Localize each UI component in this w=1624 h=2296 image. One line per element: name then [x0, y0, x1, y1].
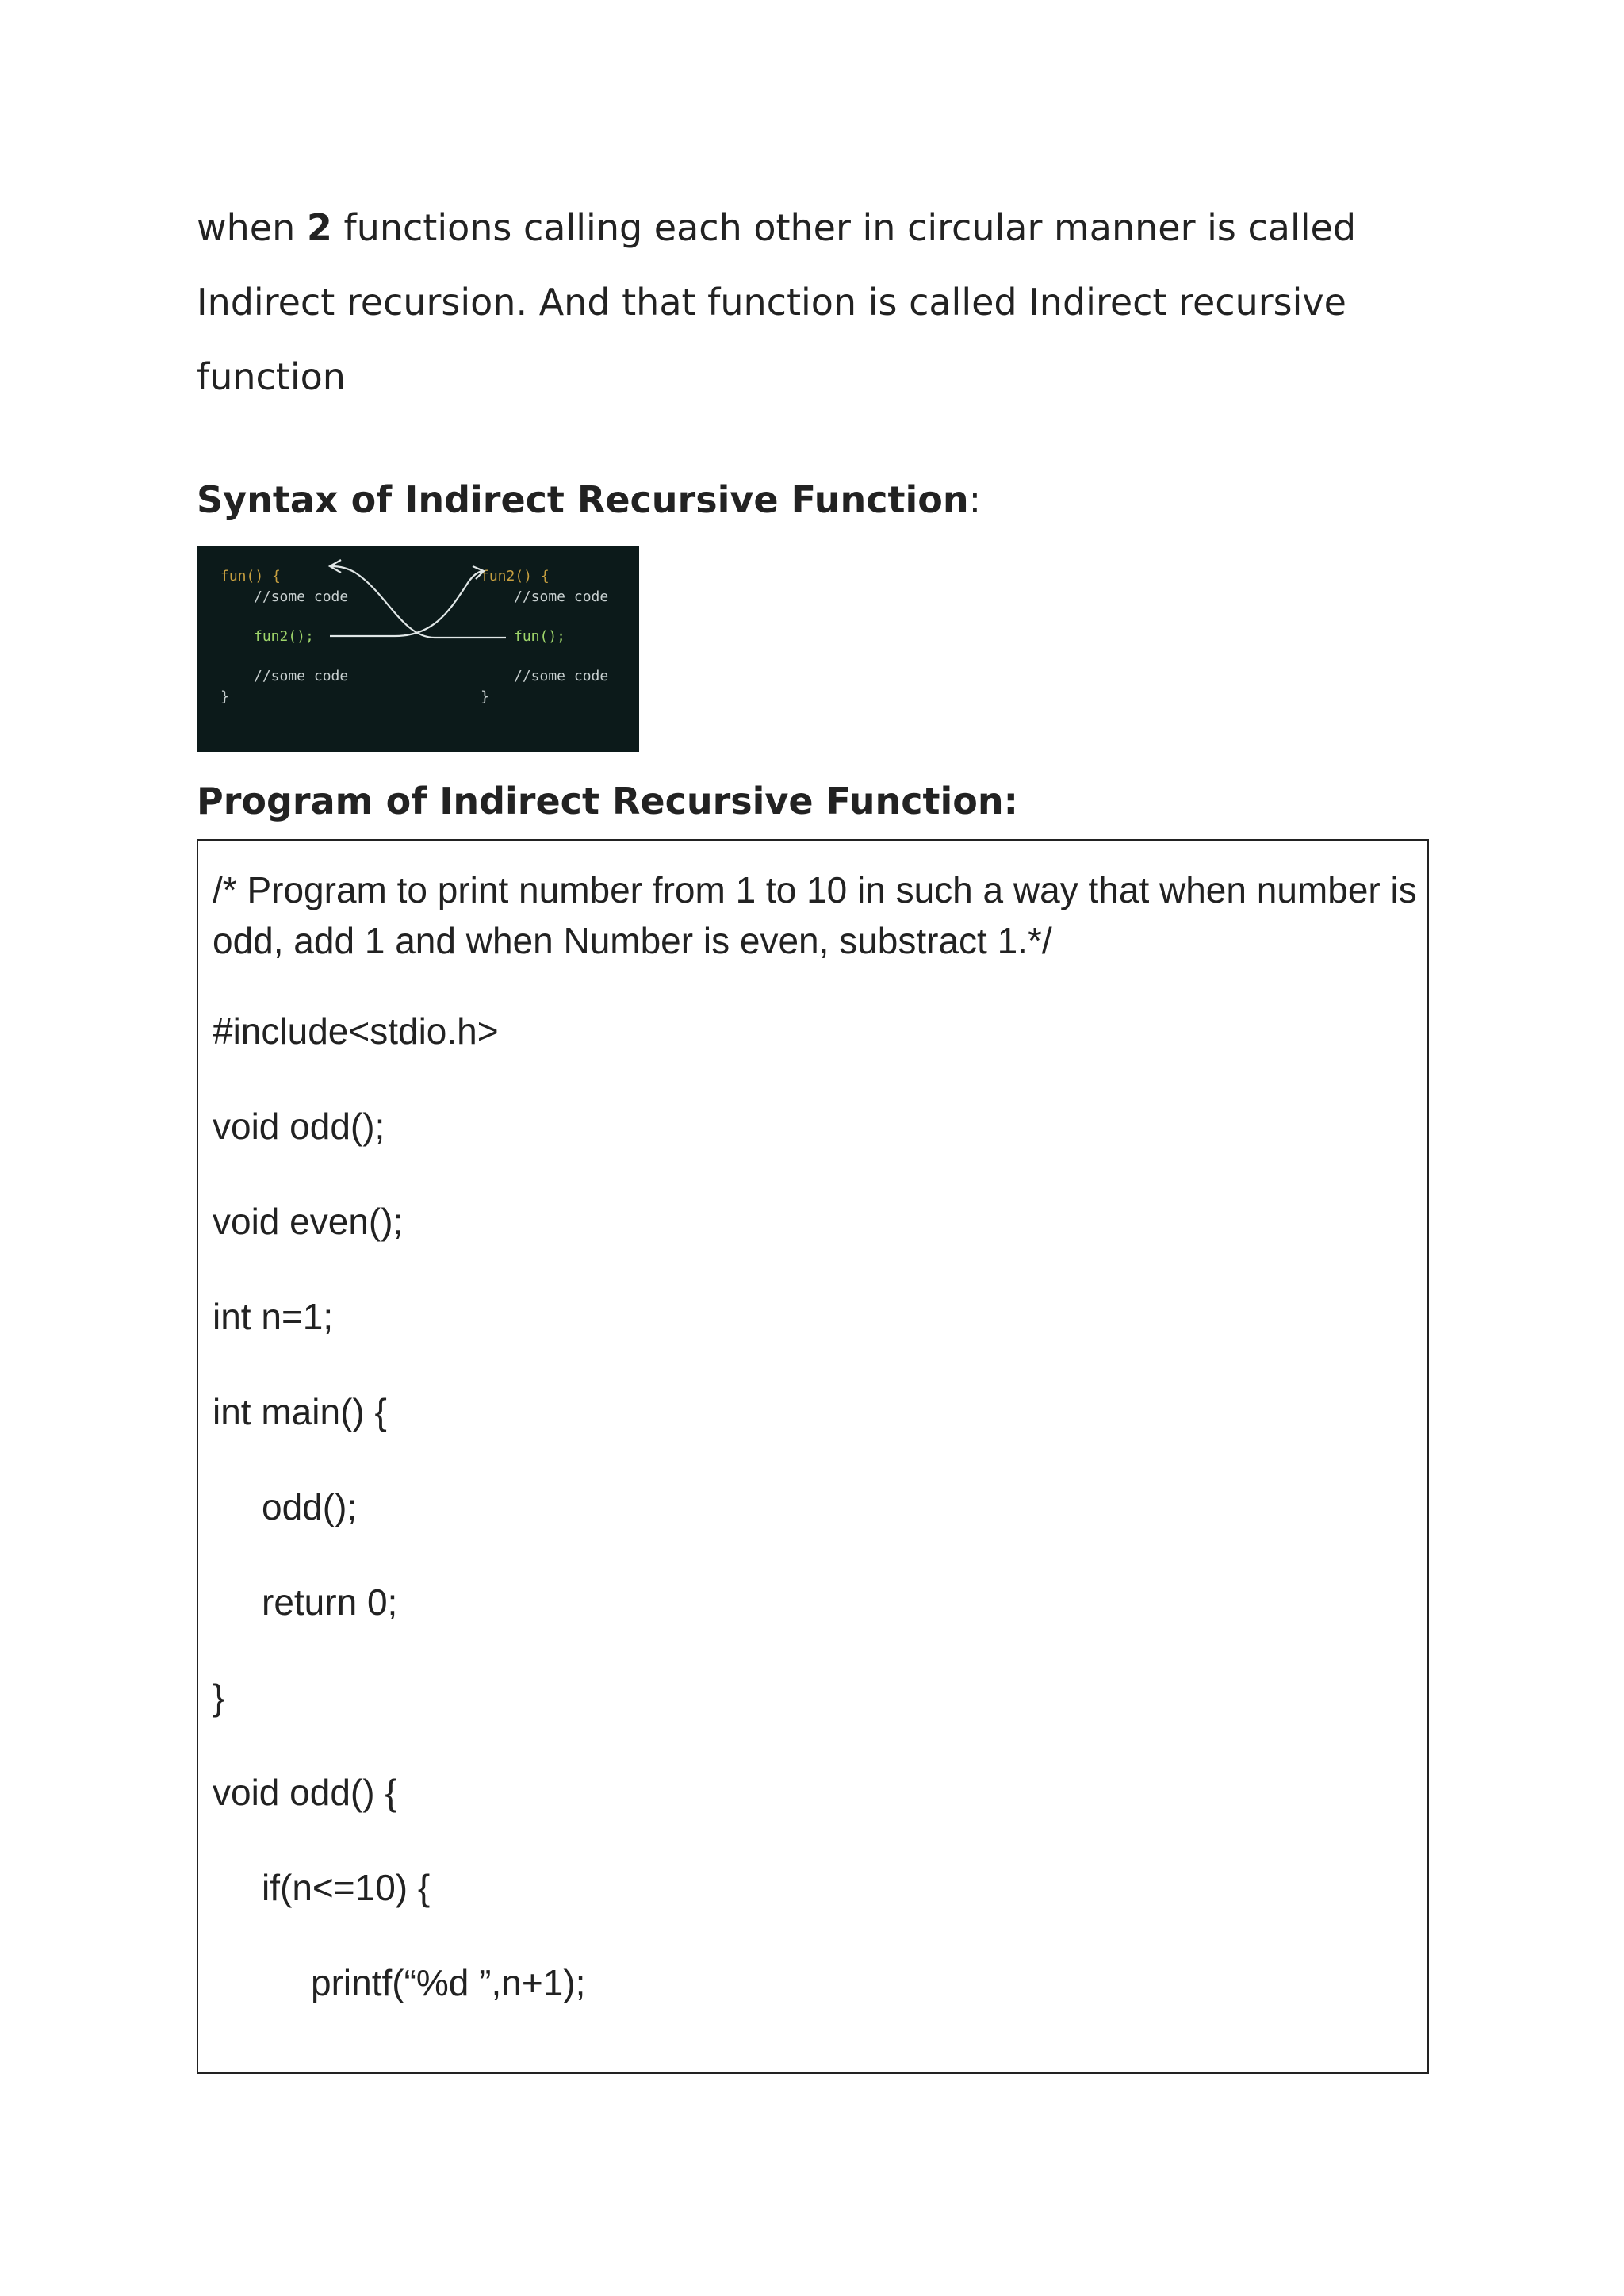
intro-paragraph — [197, 190, 1465, 414]
code-line-even-prototype: void even(); — [213, 1201, 404, 1242]
call-arrows — [330, 560, 506, 638]
code-line-odd-prototype: void odd(); — [213, 1106, 385, 1147]
intro-bold-number: 2 — [306, 206, 332, 249]
program-heading: Program of Indirect Recursive Function: — [197, 780, 1019, 822]
code-line-if: if(n<=10) { — [262, 1867, 431, 1908]
code-line-odd-definition: void odd() { — [213, 1772, 397, 1813]
left-close-brace: } — [220, 688, 229, 705]
syntax-diagram — [197, 546, 639, 752]
code-comment: /* Program to print number from 1 to 10 in such a way that when number is odd, add 1 and when Number is even, substract 1.*/ — [213, 869, 1417, 961]
arrow-fun2-to-fun2 — [330, 571, 482, 636]
right-call: fun(); — [514, 628, 566, 645]
right-close-brace: } — [481, 688, 489, 705]
code-line-main-open: int main() { — [213, 1391, 387, 1432]
right-function-header: fun2() { — [481, 568, 550, 585]
code-line-return: return 0; — [262, 1581, 398, 1623]
code-line-global-n: int n=1; — [213, 1296, 334, 1337]
arrow-fun-to-fun — [331, 566, 506, 638]
syntax-heading-colon: : — [968, 478, 982, 521]
code-block — [197, 839, 1429, 2074]
left-function-header: fun() { — [220, 568, 281, 585]
right-comment-2: //some code — [514, 668, 609, 684]
intro-text-end: functions calling each other in circular manner is called Indirect recursion. And that function is called Indirect recursive function — [197, 206, 1357, 398]
intro-text-start: when — [197, 206, 307, 249]
left-comment-1: //some code — [254, 588, 349, 605]
syntax-heading — [197, 476, 981, 523]
left-call: fun2(); — [254, 628, 314, 645]
code-line-main-close: } — [213, 1677, 225, 1718]
left-comment-2: //some code — [254, 668, 349, 684]
syntax-heading-text: Syntax of Indirect Recursive Function — [197, 478, 969, 521]
code-line-printf: printf(“%d ”,n+1); — [311, 1962, 586, 2003]
code-line-include: #include<stdio.h> — [213, 1010, 499, 1052]
right-comment-1: //some code — [514, 588, 609, 605]
code-line-odd-call: odd(); — [262, 1486, 358, 1527]
